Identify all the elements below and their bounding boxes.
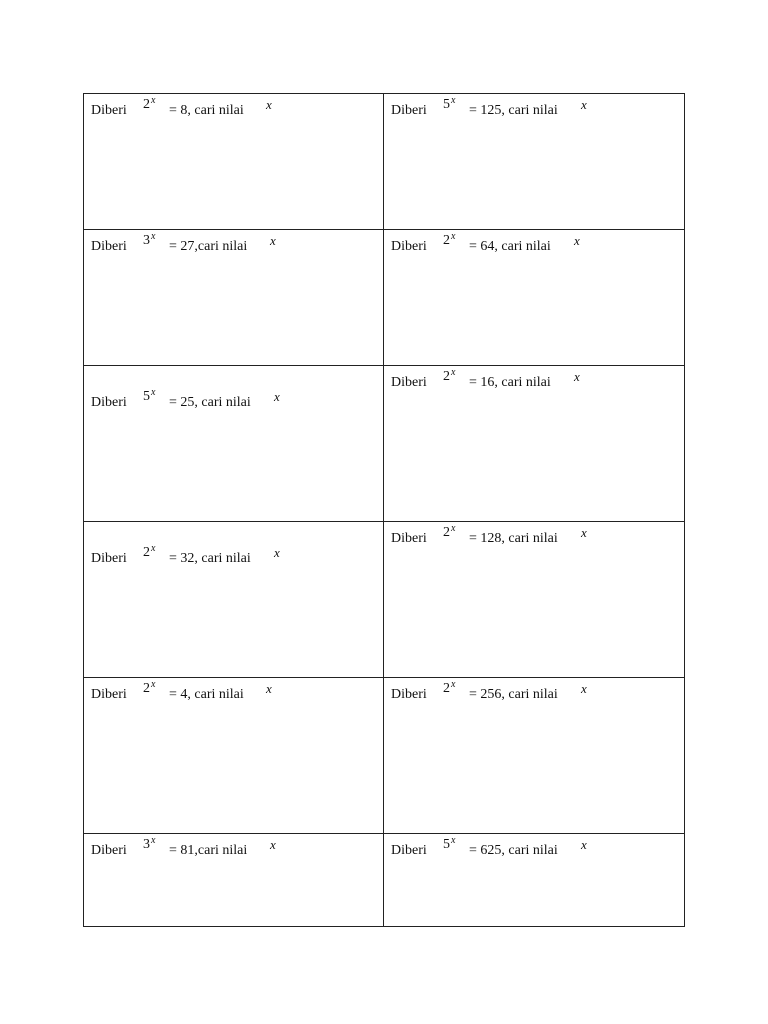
unknown-variable: x xyxy=(270,837,276,852)
question-cell xyxy=(84,366,384,521)
table-row xyxy=(84,94,684,230)
equation-rest: = 8, cari nilai xyxy=(169,103,244,118)
power-exponent: x xyxy=(451,523,456,534)
power-exponent: x xyxy=(451,231,456,242)
power-base: 2$^x$ xyxy=(143,679,156,696)
power-base: 5$^x$ xyxy=(443,835,456,852)
table-row xyxy=(84,366,684,522)
question-cell xyxy=(84,94,384,229)
question-cell xyxy=(384,834,684,926)
question-word: Diberi xyxy=(91,687,127,702)
equation-rest: = 16, cari nilai xyxy=(469,375,551,390)
question-word: Diberi xyxy=(391,531,427,546)
question-cell xyxy=(384,522,684,677)
table-row xyxy=(84,230,684,366)
question-cell xyxy=(84,834,384,926)
equation-rest: = 125, cari nilai xyxy=(469,103,558,118)
table-row xyxy=(84,678,684,834)
question-word: Diberi xyxy=(91,395,127,410)
question-word: Diberi xyxy=(391,375,427,390)
unknown-variable: x xyxy=(274,389,280,404)
power-base: 3$^x$ xyxy=(143,835,156,852)
question-cell xyxy=(84,678,384,833)
power-base: 5$^x$ xyxy=(143,387,156,404)
question-word: Diberi xyxy=(391,687,427,702)
power-exponent: x xyxy=(151,835,156,846)
power-exponent: x xyxy=(451,835,456,846)
unknown-variable: x xyxy=(581,525,587,540)
question-cell xyxy=(384,678,684,833)
equation-rest: = 64, cari nilai xyxy=(469,239,551,254)
unknown-variable: x xyxy=(581,837,587,852)
power-exponent: x xyxy=(151,95,156,106)
question-word: Diberi xyxy=(391,103,427,118)
unknown-variable: x xyxy=(274,545,280,560)
power-base: 2$^x$ xyxy=(443,231,456,248)
power-base: 2$^x$ xyxy=(443,679,456,696)
question-word: Diberi xyxy=(391,843,427,858)
power-base: 3$^x$ xyxy=(143,231,156,248)
equation-rest: = 32, cari nilai xyxy=(169,551,251,566)
equation-rest: = 27,cari nilai xyxy=(169,239,248,254)
question-cell xyxy=(384,230,684,365)
power-exponent: x xyxy=(151,543,156,554)
power-exponent: x xyxy=(451,95,456,106)
power-base: 2$^x$ xyxy=(143,95,156,112)
question-word: Diberi xyxy=(391,239,427,254)
power-exponent: x xyxy=(451,679,456,690)
question-word: Diberi xyxy=(91,843,127,858)
power-base: 2$^x$ xyxy=(143,543,156,560)
power-base: 5$^x$ xyxy=(443,95,456,112)
equation-rest: = 4, cari nilai xyxy=(169,687,244,702)
question-word: Diberi xyxy=(91,551,127,566)
power-base: 2$^x$ xyxy=(443,523,456,540)
table-row xyxy=(84,522,684,678)
question-cell xyxy=(384,366,684,521)
unknown-variable: x xyxy=(581,97,587,112)
equation-rest: = 81,cari nilai xyxy=(169,843,248,858)
equation-rest: = 256, cari nilai xyxy=(469,687,558,702)
question-cell xyxy=(84,522,384,677)
unknown-variable: x xyxy=(581,681,587,696)
power-exponent: x xyxy=(151,679,156,690)
power-base: 2$^x$ xyxy=(443,367,456,384)
unknown-variable: x xyxy=(266,97,272,112)
unknown-variable: x xyxy=(270,233,276,248)
power-exponent: x xyxy=(151,387,156,398)
unknown-variable: x xyxy=(574,233,580,248)
table-row xyxy=(84,834,684,926)
power-exponent: x xyxy=(151,231,156,242)
unknown-variable: x xyxy=(574,369,580,384)
unknown-variable: x xyxy=(266,681,272,696)
question-cell xyxy=(384,94,684,229)
worksheet-table xyxy=(83,93,685,927)
question-word: Diberi xyxy=(91,103,127,118)
equation-rest: = 128, cari nilai xyxy=(469,531,558,546)
power-exponent: x xyxy=(451,367,456,378)
question-word: Diberi xyxy=(91,239,127,254)
equation-rest: = 625, cari nilai xyxy=(469,843,558,858)
equation-rest: = 25, cari nilai xyxy=(169,395,251,410)
question-cell xyxy=(84,230,384,365)
